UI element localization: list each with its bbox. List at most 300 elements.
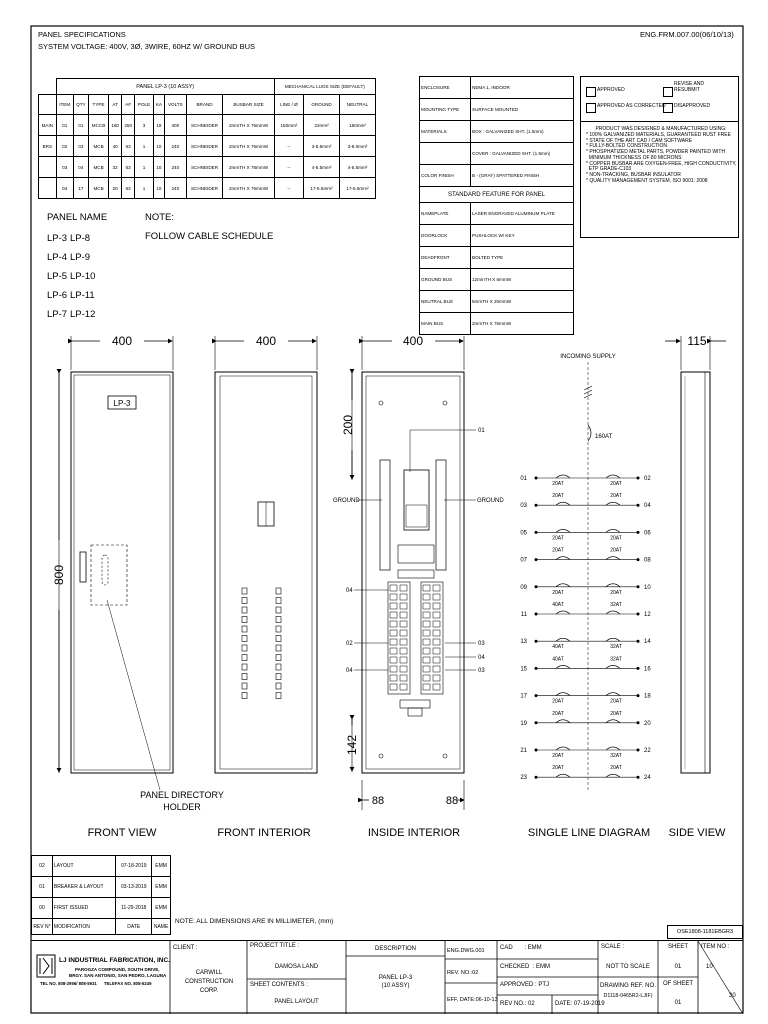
- eff-date: EFF. DATE:06-10-13: [447, 997, 498, 1003]
- circuit-rating: 32AT: [610, 602, 622, 608]
- circuit-number: 20: [644, 720, 651, 727]
- panel-cell: 1: [135, 136, 154, 157]
- panel-cell: 2mmTH X 76mmW: [223, 178, 274, 199]
- single-line-label: SINGLE LINE DIAGRAM: [527, 827, 651, 839]
- branch-breaker: [433, 675, 440, 681]
- eng-dwg: ENG.DWG.001: [447, 948, 485, 954]
- project-title: DAMOSA LAND: [274, 964, 319, 970]
- circuit-number: 04: [644, 503, 651, 510]
- standard-feature-heading: STANDARD FEATURE FOR PANEL: [420, 187, 574, 203]
- svg-text:04: 04: [346, 588, 353, 594]
- front-view: [52, 334, 173, 790]
- main-breaker-inside: [404, 470, 429, 530]
- circuit-number: 08: [644, 557, 651, 564]
- circuit-rating: 20AT: [610, 698, 622, 705]
- circuit-rating: 20AT: [552, 535, 564, 542]
- circuit-rating: 20AT: [552, 493, 564, 500]
- branch-breaker: [433, 648, 440, 654]
- panel-col-header: ITEM: [56, 95, 73, 115]
- branch-breaker: [433, 612, 440, 618]
- panel-name-item: LP-12: [70, 309, 96, 320]
- circuit-rating: 20AT: [552, 710, 564, 717]
- lugs-heading: MECHANICAL LUGS SIZE (DEFAULT): [274, 79, 375, 95]
- of-sheet-label: OF SHEET: [662, 981, 693, 987]
- ground-bus-right: [436, 460, 446, 570]
- panel-cell: SCHNEIDER: [186, 157, 223, 178]
- panel-cell: 4-5.5mm²: [304, 157, 340, 178]
- side-view: [665, 334, 726, 773]
- reference-code: OSE1808-1181EBGR3: [667, 925, 743, 939]
- branch-breaker: [433, 684, 440, 690]
- panel-cell: 17-5.5mm²: [340, 178, 376, 199]
- table-row: 01 BREAKER & LAYOUT 03-13-2019 EMM: [32, 877, 171, 898]
- panel-cell: 22mm²: [304, 115, 340, 136]
- panel-cell: 04: [73, 157, 88, 178]
- panel-cell: 17: [73, 178, 88, 199]
- circuit-number: 02: [644, 476, 651, 482]
- top-gap-dim: 200: [341, 414, 355, 436]
- circuit-number: 19: [520, 720, 527, 727]
- table-row: MAIN BUS 2mmTH X 76mmW: [420, 313, 574, 335]
- bottom-gap-dim: 142: [345, 734, 359, 756]
- panel-col-header: GROUND: [304, 95, 340, 115]
- side-view-label: SIDE VIEW: [668, 827, 726, 839]
- circuit-rating: 20AT: [552, 765, 564, 772]
- circuit-rating: 20AT: [610, 710, 622, 717]
- panel-cell: 3-8.0mm²: [340, 136, 376, 157]
- circuit-number: 11: [520, 612, 527, 618]
- circuit-rating: 20AT: [552, 547, 564, 554]
- directory-holder: [91, 545, 127, 605]
- panel-cell: 1: [135, 157, 154, 178]
- circuit-rating: 20AT: [552, 481, 564, 487]
- panel-name-item: LP-4: [47, 252, 68, 263]
- panel-cell: 150mm²: [274, 115, 303, 136]
- form-code: ENG.FRM.007.00(06/10/13): [640, 30, 734, 39]
- circuit-number: 07: [520, 557, 527, 564]
- note-line: * COPPER BUSBAR ARE OXYGEN-FREE, HIGH CONDUCTIVITY,: [586, 160, 737, 167]
- panel-cell: 10: [153, 178, 164, 199]
- svg-text:04: 04: [478, 655, 485, 661]
- client-name: CARWILL CONSTRUCTION CORP.: [184, 970, 234, 994]
- panel-cell: 10: [153, 157, 164, 178]
- breaker-toggle: [276, 617, 281, 623]
- project-label: PROJECT TITLE :: [250, 943, 300, 949]
- breaker-toggle: [242, 693, 247, 699]
- panel-name-heading: PANEL NAME: [47, 212, 108, 223]
- panel-cell: 01: [56, 115, 73, 136]
- panel-cell: 03: [56, 157, 73, 178]
- panel-cell: 3: [135, 115, 154, 136]
- branch-breaker: [390, 603, 397, 609]
- interior-width-dim: 400: [255, 334, 277, 348]
- branch-breaker: [423, 603, 430, 609]
- circuit-rating: 32AT: [610, 753, 622, 759]
- note-line: * QUALITY MANAGEMENT SYSTEM, ISO 9001: 2008: [586, 177, 708, 184]
- item-number: 10: [706, 964, 713, 970]
- branch-breaker: [390, 675, 397, 681]
- panel-cell: 1: [135, 178, 154, 199]
- depth-dim: 115: [687, 334, 707, 348]
- table-row: MAIN 01 01 MCCB 160 250 3 18 400 SCHNEIDER 2mmTH X 76mmW 150mm² 22mm² 150mm²: [39, 115, 376, 136]
- panel-cell: SCHNEIDER: [186, 115, 223, 136]
- note-line: * NON-TRACKING, BUSBAR INSULATOR: [586, 172, 681, 178]
- drawing-ref-label: DRAWING REF. NO.: [600, 983, 656, 989]
- directory-holder-label-1: PANEL DIRECTORY: [140, 790, 224, 800]
- branch-breaker: [400, 621, 407, 627]
- branch-breaker: [400, 603, 407, 609]
- panel-name-item: LP-10: [70, 271, 96, 282]
- table-row: NAMEPLATE LASER ENGRAVED ALUMINUM PLATE: [420, 203, 574, 225]
- panel-col-header: BRAND: [186, 95, 223, 115]
- panel-cell: --: [274, 157, 303, 178]
- circuit-rating: 40AT: [552, 602, 564, 608]
- branch-breaker: [390, 612, 397, 618]
- table-row: MOUNTING TYPE SURFACE MOUNTED: [420, 99, 574, 121]
- panel-cell: 01: [73, 115, 88, 136]
- panel-name-item: LP-5: [47, 271, 68, 282]
- svg-text:LP-3: LP-3: [113, 399, 131, 408]
- circuit-rating: 20AT: [610, 535, 622, 542]
- breaker-toggle: [276, 693, 281, 699]
- right-gap-dim: 88: [445, 795, 459, 807]
- panel-col-header: NEUTRAL: [340, 95, 376, 115]
- branch-breaker: [400, 675, 407, 681]
- approved-corrected-label: APPROVED AS CORRECTED: [597, 103, 666, 109]
- panel-cell: 18: [153, 115, 164, 136]
- breaker-toggle: [276, 607, 281, 613]
- note-heading: NOTE:: [145, 212, 175, 223]
- description-label: DESCRIPTION: [374, 946, 416, 952]
- sheet-contents: PANEL LAYOUT: [274, 999, 319, 1005]
- breaker-toggle: [276, 683, 281, 689]
- circuit-rating: 40AT: [552, 656, 564, 663]
- breaker-toggle: [242, 645, 247, 651]
- panel-name-item: LP-7: [47, 309, 68, 320]
- branch-breaker: [423, 684, 430, 690]
- circuit-number: 13: [520, 639, 527, 646]
- door-handle[interactable]: [80, 552, 86, 582]
- branch-breaker: [400, 666, 407, 672]
- panel-cell: 240: [165, 136, 187, 157]
- table-row: REV N° MODIFICATION DATE NAME: [32, 919, 171, 935]
- branch-breaker: [390, 684, 397, 690]
- branch-breaker: [390, 639, 397, 645]
- panel-cell: 03: [73, 136, 88, 157]
- svg-text:01: 01: [478, 428, 485, 434]
- table-row: GROUND BUS 12mmTH X 6mmW: [420, 269, 574, 291]
- circuit-rating: 20AT: [610, 481, 622, 487]
- branch-breaker: [390, 630, 397, 636]
- table-row: DOORLOCK PUSHLOCK W/ KEY: [420, 225, 574, 247]
- sheet-contents-label: SHEET CONTENTS :: [250, 982, 308, 988]
- panel-col-header: VOLTS: [165, 95, 187, 115]
- panel-name-item: LP-8: [70, 233, 91, 244]
- branch-breaker: [390, 666, 397, 672]
- panel-cell: MCB: [88, 136, 108, 157]
- branch-breaker: [390, 657, 397, 663]
- table-row: ENCLOSURE NEMA 1, INDOOR: [420, 77, 574, 99]
- front-view-label: FRONT VIEW: [87, 827, 157, 839]
- panel-cell: SCHNEIDER: [186, 178, 223, 199]
- circuit-rating: 20AT: [552, 753, 564, 759]
- panel-cell: 400: [165, 115, 187, 136]
- sheet-number: 01: [674, 964, 682, 970]
- ground-label-left: GROUND: [333, 498, 360, 504]
- drawing-rev-no: REV NO.: 02: [500, 1001, 535, 1007]
- panel-col-header: TYPE: [88, 95, 108, 115]
- panel-cell: MCB: [88, 157, 108, 178]
- branch-breaker: [423, 657, 430, 663]
- panel-cell: 3-5.5mm²: [304, 136, 340, 157]
- panel-cell: 32: [109, 157, 122, 178]
- panel-name-item: LP-9: [70, 252, 91, 263]
- breaker-toggle: [242, 588, 247, 594]
- left-gap-dim: 88: [371, 795, 385, 807]
- revision-table: [31, 855, 171, 935]
- branch-breaker: [400, 630, 407, 636]
- company-tel: TEL NO. 808-2956/ 808-5931 TELEFAX NO. 808-5249: [40, 981, 152, 986]
- panel-cell: 4-5.5mm²: [340, 157, 376, 178]
- circuit-rating: 32AT: [610, 656, 622, 663]
- breaker-toggle: [276, 636, 281, 642]
- branch-breaker: [433, 666, 440, 672]
- form-rev-no: REV. NO.:02: [447, 970, 479, 976]
- branch-breaker: [390, 585, 397, 591]
- panel-name-item: LP-3: [47, 233, 68, 244]
- circuit-number: 03: [520, 503, 527, 510]
- breaker-toggle: [242, 598, 247, 604]
- svg-text:03: 03: [478, 641, 485, 647]
- breaker-toggle: [276, 645, 281, 651]
- spec-title: PANEL SPECIFICATIONS: [38, 30, 126, 39]
- branch-breaker: [400, 684, 407, 690]
- branch-breaker: [433, 603, 440, 609]
- branch-breaker: [433, 657, 440, 663]
- panel-col-header: KA: [153, 95, 164, 115]
- branch-breaker: [423, 648, 430, 654]
- panel-col-header: BUSBAR SIZE: [223, 95, 274, 115]
- branch-breaker: [423, 612, 430, 618]
- branch-breaker: [423, 585, 430, 591]
- branch-breaker: [400, 612, 407, 618]
- panel-cell: 17-5.5mm²: [304, 178, 340, 199]
- breaker-toggle: [276, 588, 281, 594]
- ground-bus-left: [380, 460, 390, 570]
- system-voltage: SYSTEM VOLTAGE: 400V, 3Ø, 3WIRE, 60HZ W/ GROUND BUS: [38, 42, 255, 51]
- panel-cell: 20: [109, 178, 122, 199]
- approved-label: APPROVED: [597, 87, 625, 93]
- branch-breaker: [390, 594, 397, 600]
- note-line: PRODUCT WAS DESIGNED & MANUFACTURED USING:: [595, 126, 727, 132]
- circuit-rating: 20AT: [610, 493, 622, 500]
- branch-breaker: [390, 621, 397, 627]
- panel-cell: 02: [56, 136, 73, 157]
- circuit-rating: 20AT: [610, 547, 622, 554]
- circuit-rating: 20AT: [610, 589, 622, 596]
- main-rating: 160AT: [595, 434, 613, 440]
- breaker-toggle: [276, 655, 281, 661]
- panel-cell: 63: [122, 157, 135, 178]
- drawing-ref: D1118-0465R2-LJIF): [603, 993, 653, 999]
- branch-breaker: [423, 621, 430, 627]
- cad-by: CAD : EMM: [500, 945, 542, 951]
- branch-breaker: [433, 585, 440, 591]
- note-line: * 100% GALVANIZED MATERIALS, GUARANTEED RUST FREE: [586, 131, 731, 138]
- breaker-toggle: [276, 626, 281, 632]
- panel-cell: 240: [165, 178, 187, 199]
- panel-cell: --: [274, 136, 303, 157]
- drawing-date: DATE: 07-19-2019: [555, 1001, 605, 1007]
- circuit-rating: 20AT: [552, 589, 564, 596]
- svg-text:02: 02: [346, 641, 353, 647]
- branch-breaker: [433, 594, 440, 600]
- description: PANEL LP-3 (10 ASSY): [378, 975, 413, 989]
- panel-cell: 2mmTH X 76mmW: [223, 157, 274, 178]
- panel-cell: MCB: [88, 178, 108, 199]
- panel-cell: 150mm²: [340, 115, 376, 136]
- breaker-toggle: [242, 674, 247, 680]
- note-line: MINIMUM THICKNESS OF 80 MICRONS: [586, 154, 682, 161]
- circuit-number: 05: [520, 530, 527, 537]
- item-label: ITEM NO :: [701, 944, 730, 950]
- panel-name-item: LP-6: [47, 290, 68, 301]
- panel-cell: 2mmTH X 76mmW: [223, 136, 274, 157]
- circuit-number: 12: [644, 612, 651, 618]
- panel-heading: PANEL LP-3 (10 ASSY): [56, 79, 274, 95]
- panel-col-header: AF: [122, 95, 135, 115]
- single-line-diagram: [520, 354, 651, 790]
- panel-cell: 250: [122, 115, 135, 136]
- panel-col-header: POLE: [135, 95, 154, 115]
- front-height-dim: 800: [52, 564, 66, 586]
- panel-cell: 63: [122, 136, 135, 157]
- page-number: 30: [729, 993, 736, 999]
- scale-label: SCALE :: [601, 944, 625, 950]
- circuit-number: 14: [644, 639, 651, 646]
- circuit-number: 10: [644, 584, 651, 591]
- front-width-dim: 400: [111, 334, 133, 348]
- panel-cell: 63: [122, 178, 135, 199]
- breaker-toggle: [276, 664, 281, 670]
- panel-col-header: LINE / Ø: [274, 95, 303, 115]
- dimension-note: NOTE: ALL DIMENSIONS ARE IN MILLIMETER, (mm): [175, 918, 334, 925]
- panel-col-header: QTY: [73, 95, 88, 115]
- note-line: ETP GRADE-C103: [586, 166, 632, 173]
- circuit-rating: 20AT: [610, 765, 622, 772]
- branch-breaker: [390, 648, 397, 654]
- circuit-number: 09: [520, 584, 527, 591]
- panel-cell: 04: [56, 178, 73, 199]
- table-row: NEUTRAL BUS 5mmTH X 20mmW: [420, 291, 574, 313]
- circuit-number: 17: [520, 693, 527, 700]
- incoming-supply: INCOMING SUPPLY: [560, 354, 616, 360]
- circuit-number: 21: [520, 748, 527, 754]
- circuit-rating: 40AT: [552, 644, 564, 651]
- circuit-number: 01: [520, 476, 527, 482]
- note-line: * FULLY-BOLTED CONSTRUCTION: [586, 143, 668, 150]
- title-block: [31, 940, 743, 1014]
- branch-breaker: [400, 648, 407, 654]
- branch-breaker: [423, 639, 430, 645]
- directory-holder-label-2: HOLDER: [163, 802, 201, 812]
- breaker-toggle: [242, 617, 247, 623]
- branch-breaker: [400, 639, 407, 645]
- panel-cell: 2mmTH X 76mmW: [223, 115, 274, 136]
- client-label: CLIENT :: [173, 945, 198, 951]
- branch-breaker: [433, 639, 440, 645]
- panel-cell: 10: [153, 136, 164, 157]
- branch-breaker: [433, 630, 440, 636]
- table-row: BRS 02 03 MCB 40 63 1 10 240 SCHNEIDER 2mmTH X 76mmW -- 3-5.5mm² 3-8.0mm²: [39, 136, 376, 157]
- sheet-label: SHEET: [667, 944, 688, 950]
- revise-label: REVISE AND RESUBMIT: [674, 81, 705, 93]
- inside-width-dim: 400: [402, 334, 424, 348]
- circuit-number: 15: [520, 666, 527, 673]
- table-row: MATERIALS BOX : GALVANIZED SHT. (1.5mm): [420, 121, 574, 143]
- circuit-number: 23: [520, 775, 527, 782]
- company-address-1: PAROGZA COMPOUND, SOUTH DRIVE,: [75, 967, 160, 972]
- of-sheet-number: 01: [674, 1000, 682, 1006]
- panel-cell: SCHNEIDER: [186, 136, 223, 157]
- breaker-toggle: [242, 607, 247, 613]
- panel-cell: --: [274, 178, 303, 199]
- front-interior: [215, 334, 317, 773]
- breaker-toggle: [242, 655, 247, 661]
- inside-interior: [333, 334, 504, 810]
- branch-breaker: [400, 594, 407, 600]
- circuit-number: 24: [644, 775, 651, 782]
- table-row: 02 LAYOUT 07-18-2019 EMM: [32, 856, 171, 877]
- company-name: LJ INDUSTRIAL FABRICATION, INC.: [59, 957, 170, 964]
- branch-breaker: [423, 666, 430, 672]
- circuit-number: 18: [644, 693, 651, 700]
- table-row: DEADFRONT BOLTED TYPE: [420, 247, 574, 269]
- circuit-number: 16: [644, 666, 651, 673]
- breaker-toggle: [242, 626, 247, 632]
- circuit-rating: 20AT: [552, 698, 564, 705]
- panel-col-header: AT: [109, 95, 122, 115]
- front-interior-label: FRONT INTERIOR: [217, 827, 311, 839]
- scale: NOT TO SCALE: [606, 964, 650, 970]
- branch-breaker: [423, 594, 430, 600]
- note-line: * PHOSPHATIZED METAL PARTS, POWDER PAINTED WITH: [586, 149, 726, 155]
- note-text: FOLLOW CABLE SCHEDULE: [145, 231, 274, 242]
- breaker-toggle: [242, 636, 247, 642]
- branch-breaker: [423, 675, 430, 681]
- breaker-toggle: [242, 683, 247, 689]
- circuit-number: 22: [644, 748, 651, 754]
- note-line: * STATE OF THE ART CAD / CAM SOFTWARE: [586, 137, 693, 144]
- table-row: COLOR FINISH B - (GRAY) SPATTERED FINISH: [420, 165, 574, 187]
- branch-breaker: [400, 585, 407, 591]
- breaker-toggle: [242, 664, 247, 670]
- panel-cell: 40: [109, 136, 122, 157]
- circuit-rating: 32AT: [610, 644, 622, 651]
- circuit-number: 06: [644, 530, 651, 537]
- breaker-toggle: [276, 674, 281, 680]
- approved-by: APPROVED : PTJ: [500, 982, 550, 988]
- ground-label-right: GROUND: [477, 498, 504, 504]
- panel-name-item: LP-11: [70, 290, 95, 301]
- branch-breaker: [400, 657, 407, 663]
- breaker-toggle: [276, 598, 281, 604]
- branch-breaker: [433, 621, 440, 627]
- panel-cell: 240: [165, 157, 187, 178]
- svg-text:04: 04: [346, 668, 353, 674]
- panel-cell: MCCB: [88, 115, 108, 136]
- company-address-2: BRGY. SAN ANTONIO, SAN PEDRO, LAGUNA: [69, 973, 167, 978]
